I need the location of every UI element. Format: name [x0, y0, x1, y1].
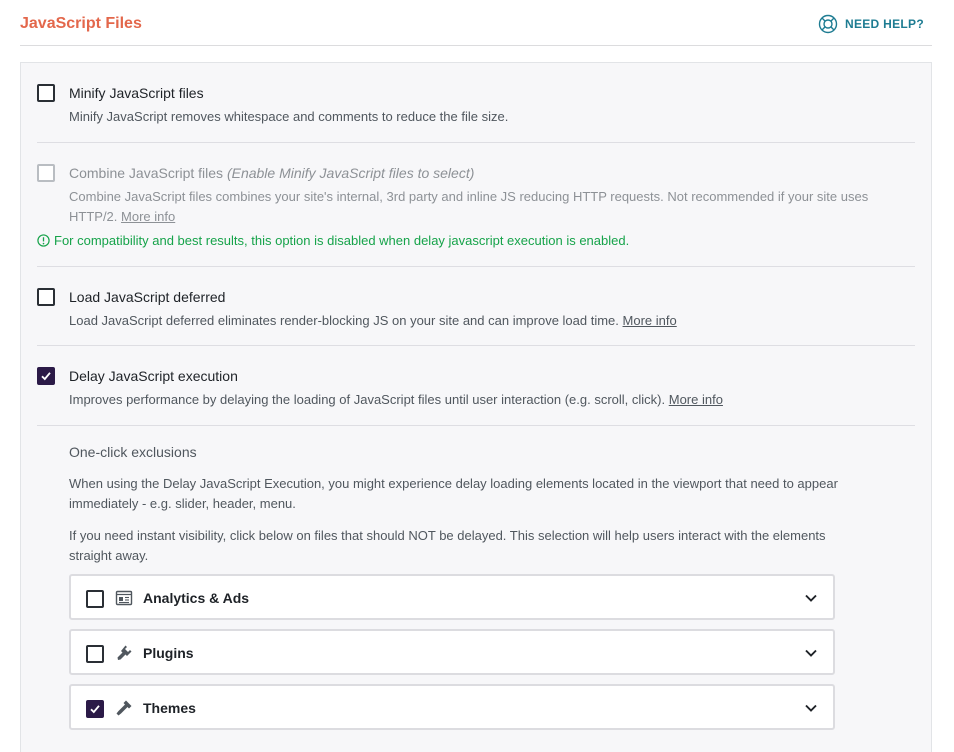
combine-js-desc-text: Combine JavaScript files combines your site's internal, 3rd party and inline JS reducing HTTP requests. Not recommended if your site uses HTTP/2. — [69, 189, 869, 224]
exclusions-intro-text: When using the Delay JavaScript Execution, you might experience delay loading elements located in the viewport that need to appear immediately - e.g. slider, header, menu. — [69, 476, 838, 511]
one-click-exclusions-title: One-click exclusions — [69, 444, 197, 460]
exclusion-group-themes[interactable] — [69, 684, 835, 730]
option-load-js-deferred — [37, 267, 915, 346]
load-js-deferred-more-info-link[interactable]: More info — [622, 313, 677, 328]
checkmark-icon — [89, 703, 101, 715]
themes-label: Themes — [143, 700, 196, 716]
plugins-checkbox[interactable] — [86, 645, 104, 663]
chevron-down-icon[interactable] — [803, 590, 819, 606]
checkmark-icon — [40, 370, 52, 382]
lifebuoy-icon — [818, 14, 838, 34]
delay-js-execution-description — [69, 390, 914, 410]
delay-js-execution-desc-text: Improves performance by delaying the loading of JavaScript files until user interaction (e.g. scroll, click). — [69, 392, 666, 407]
combine-js-title-text: Combine JavaScript files — [69, 165, 224, 181]
combine-js-notice — [37, 233, 629, 248]
load-js-deferred-checkbox[interactable] — [37, 288, 55, 306]
exclusion-group-plugins[interactable] — [69, 629, 835, 675]
load-js-deferred-desc-text: Load JavaScript deferred eliminates render-blocking JS on your site and can improve load time. — [69, 313, 619, 328]
option-combine-js — [37, 143, 915, 267]
exclusion-group-analytics-ads[interactable] — [69, 574, 835, 620]
combine-js-title-note: (Enable Minify JavaScript files to select) — [226, 165, 475, 181]
combine-js-more-info-link[interactable]: More info — [121, 209, 176, 224]
load-js-deferred-description — [69, 311, 914, 331]
need-help-link[interactable] — [818, 14, 924, 34]
combine-js-notice-text: For compatibility and best results, this option is disabled when delay javascript execution is enabled. — [54, 233, 630, 248]
page-title: JavaScript Files — [20, 15, 142, 32]
combine-js-checkbox[interactable] — [37, 164, 55, 182]
chevron-down-icon[interactable] — [803, 700, 819, 716]
need-help-label: NEED HELP? — [844, 17, 924, 31]
info-circle-icon — [37, 234, 50, 247]
minify-js-title: Minify JavaScript files — [69, 85, 204, 101]
option-delay-js-execution — [37, 346, 915, 426]
load-js-deferred-title: Load JavaScript deferred — [69, 289, 226, 305]
minify-js-checkbox[interactable] — [37, 84, 55, 102]
analytics-ads-label: Analytics & Ads — [143, 590, 250, 606]
themes-checkbox[interactable] — [86, 700, 104, 718]
exclusions-instruction-text: If you need instant visibility, click below on files that should NOT be delayed. This selection will help users interact with the elements straight away. — [69, 528, 826, 563]
delay-js-execution-title: Delay JavaScript execution — [69, 368, 238, 384]
section-header — [20, 0, 932, 46]
analytics-icon — [115, 589, 133, 607]
javascript-options-panel — [20, 62, 932, 752]
delay-js-execution-more-info-link[interactable]: More info — [668, 392, 723, 407]
analytics-ads-checkbox[interactable] — [86, 590, 104, 608]
chevron-down-icon[interactable] — [803, 645, 819, 661]
option-minify-js — [37, 63, 915, 143]
combine-js-description — [69, 187, 914, 227]
theme-brush-icon — [115, 699, 133, 717]
minify-js-description: Minify JavaScript removes whitespace and comments to reduce the file size. — [69, 109, 509, 124]
delay-js-execution-checkbox[interactable] — [37, 367, 55, 385]
plugin-icon — [115, 644, 133, 662]
plugins-label: Plugins — [143, 645, 194, 661]
combine-js-title — [69, 165, 474, 181]
